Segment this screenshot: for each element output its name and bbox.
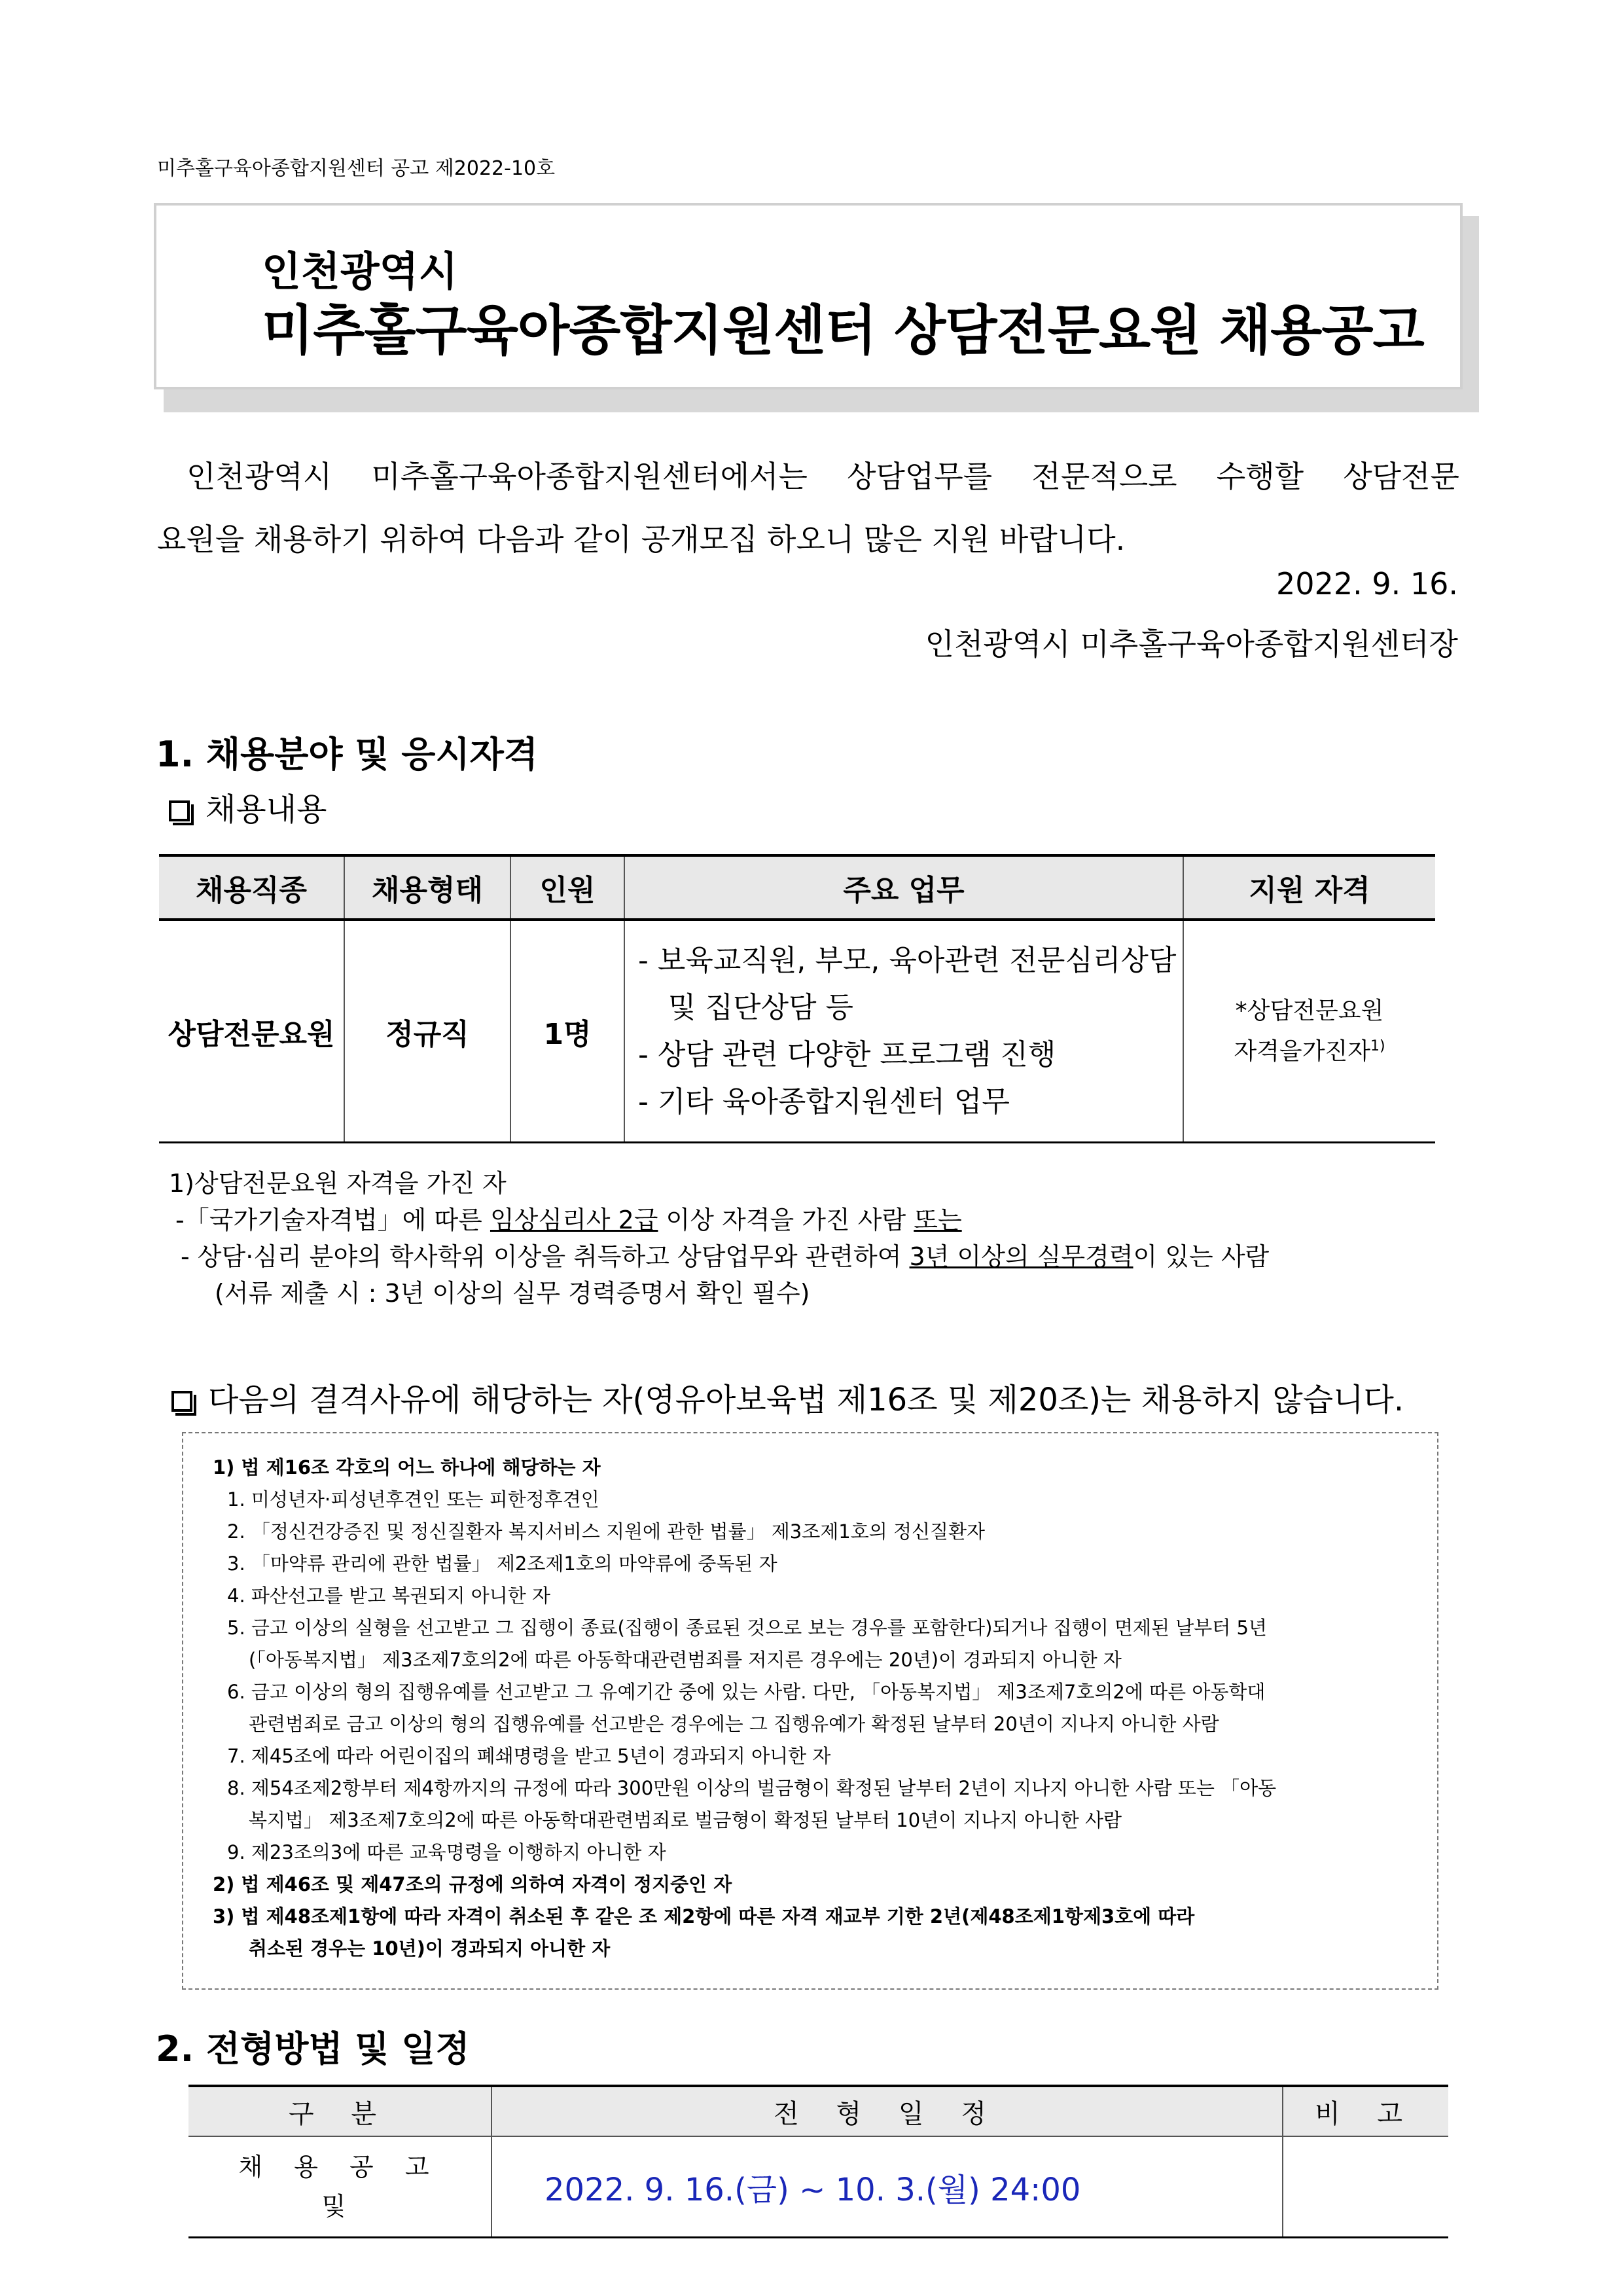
duty-item: - 기타 육아종합지원센터 업무 [638,1085,1010,1119]
schedule-cell: 2022. 9. 16.(금) ~ 10. 3.(월) 24:00 [491,2136,1283,2238]
duty-item: - 상담 관련 다양한 프로그램 진행 [638,1037,1056,1071]
qualification-line: *상담전문요원 [1235,997,1384,1024]
duty-item: - 보육교직원, 부모, 육아관련 전문심리상담 [638,943,1177,977]
note-cell [1283,2136,1448,2238]
page-title: 미추홀구육아종합지원센터 상담전문요원 채용공고 [262,300,1424,362]
list-item: 8. 제54조제2항부터 제4항까지의 규정에 따라 300만원 이상의 벌금형이 확정된 날부터 2년이 지나지 아니한 사람 또는 「아동 [227,1777,1277,1799]
title-city: 인천광역시 [262,247,458,295]
table-row [188,2136,1448,2238]
signer: 인천광역시 미추홀구육아종합지원센터장 [925,626,1458,662]
note-item: -「국가기술자격법」에 따른 임상심리사 2급 이상 자격을 가진 사람 또는 [175,1206,962,1234]
duties-cell [624,920,1183,1143]
category-cell: 채 용 공 고 및 [188,2136,491,2238]
qualification-cell [1183,920,1435,1143]
list-item: 1. 미성년자·피성년후견인 또는 피한정후견인 [227,1488,599,1511]
table-row [159,920,1435,1143]
table-header: 인원 [510,855,624,920]
section-2-heading: 2. 전형방법 및 일정 [156,2028,470,2070]
section-1-subheading: 채용내용 [169,784,327,829]
table-header: 구 분 [188,2086,491,2136]
table-header: 비 고 [1283,2086,1448,2136]
notice-date: 2022. 9. 16. [1276,566,1458,601]
qualification-line: 자격을가진자$^{1)}$ [1234,1037,1385,1065]
type-cell: 정규직 [344,920,510,1143]
intro-line-2: 요원을 채용하기 위하여 다음과 같이 공개모집 하오니 많은 지원 바랍니다. [157,522,1126,557]
note-item: (서류 제출 시 : 3년 이상의 실무 경력증명서 확인 필수) [215,1279,810,1308]
section-1-heading: 1. 채용분야 및 응시자격 [156,734,538,775]
qualification-notes [169,1165,1269,1312]
list-item: 2. 「정신건강증진 및 정신질환자 복지서비스 지원에 관한 법률」 제3조제1호의 정신질환자 [227,1520,986,1543]
intro-line-1: 인천광역시 미추홀구육아종합지원센터에서는 상담업무를 전문적으로 수행할 상담전문 [187,459,1459,494]
table-header: 채용직종 [159,855,344,920]
disqualification-list [213,1452,1423,1965]
duty-item: 및 집단상담 등 [668,990,853,1024]
list-item: 1) 법 제16조 각호의 어느 하나에 해당하는 자 [213,1456,601,1479]
notes-title: 1)상담전문요원 자격을 가진 자 [169,1169,507,1198]
position-cell: 상담전문요원 [159,920,344,1143]
schedule-table [188,2085,1448,2238]
table-header: 채용형태 [344,855,510,920]
list-item: 취소된 경우는 10년)이 경과되지 아니한 자 [249,1937,611,1960]
list-item: 2) 법 제46조 및 제47조의 규정에 의하여 자격이 정지중인 자 [213,1873,732,1895]
list-item: 복지법」 제3조제7호의2에 따른 아동학대관련범죄로 벌금형이 확정된 날부터 10년이 지나지 아니한 사람 [249,1809,1122,1831]
notice-number: 미추홀구육아종합지원센터 공고 제2022-10호 [157,157,556,180]
table-header: 주요 업무 [624,855,1183,920]
list-item: 3) 법 제48조제1항에 따라 자격이 취소된 후 같은 조 제2항에 따른 자격 재교부 기한 2년(제48조제1항제3호에 따라 [213,1905,1195,1928]
table-header: 지원 자격 [1183,855,1435,920]
checkbox-bullet-icon [171,1391,192,1412]
disqualification-heading: 다음의 결격사유에 해당하는 자(영유아보육법 제16조 및 제20조)는 채용하지 않습니다. [171,1374,1404,1420]
intro-paragraph [157,445,1459,571]
list-item: 7. 제45조에 따라 어린이집의 폐쇄명령을 받고 5년이 경과되지 아니한 자 [227,1745,831,1767]
recruitment-table [159,854,1435,1143]
footnote-ref: 1) [1370,1037,1385,1054]
count-cell: 1명 [510,920,624,1143]
note-item: - 상담·심리 분야의 학사학위 이상을 취득하고 상담업무와 관련하여 3년 이상의 실무경력이 있는 사람 [181,1242,1270,1271]
list-item: (「아동복지법」 제3조제7호의2에 따른 아동학대관련범죄를 저지른 경우에는 20년)이 경과되지 아니한 자 [249,1649,1122,1671]
list-item: 9. 제23조의3에 따른 교육명령을 이행하지 아니한 자 [227,1841,666,1863]
list-item: 4. 파산선고를 받고 복권되지 아니한 자 [227,1585,550,1607]
list-item: 3. 「마약류 관리에 관한 법률」 제2조제1호의 마약류에 중독된 자 [227,1552,777,1575]
list-item: 5. 금고 이상의 실형을 선고받고 그 집행이 종료(집행이 종료된 것으로 보는 경우를 포함한다)되거나 집행이 면제된 날부터 5년 [227,1617,1267,1639]
checkbox-bullet-icon [169,800,190,821]
list-item: 6. 금고 이상의 형의 집행유예를 선고받고 그 유예기간 중에 있는 사람. 다만, 「아동복지법」 제3조제7호의2에 따른 아동학대 [227,1681,1266,1703]
table-header: 전 형 일 정 [491,2086,1283,2136]
list-item: 관련범죄로 금고 이상의 형의 집행유예를 선고받은 경우에는 그 집행유예가 확정된 날부터 20년이 지나지 아니한 사람 [249,1713,1219,1735]
